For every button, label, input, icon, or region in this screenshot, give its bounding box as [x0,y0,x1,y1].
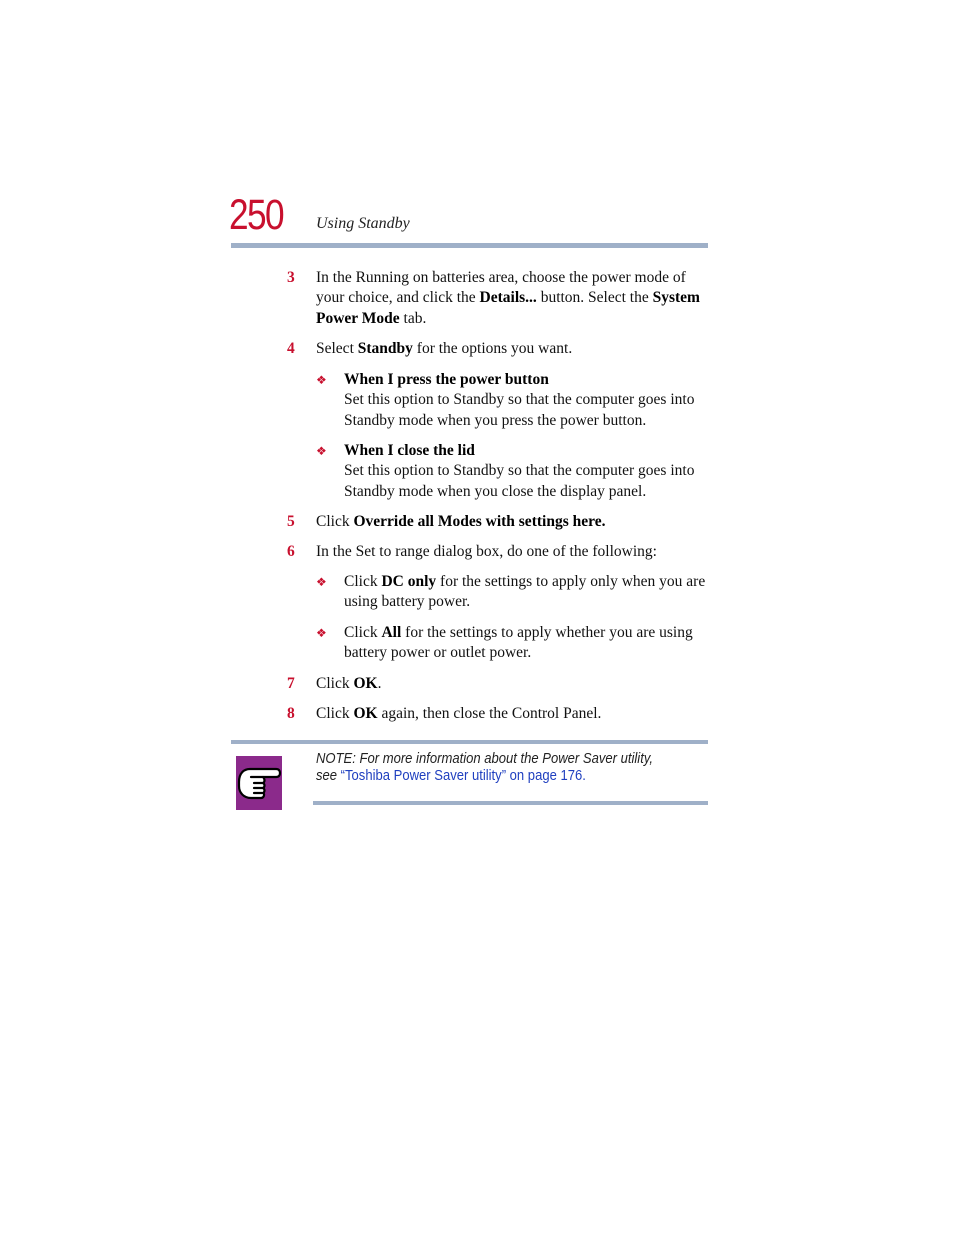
step-text: Click Override all Modes with settings here. [316,513,606,530]
step-number: 5 [287,513,295,530]
step-text: Click OK again, then close the Control Panel. [316,705,602,722]
note-page-link[interactable]: “Toshiba Power Saver utility” on page 176. [340,768,586,784]
bullet-text: Click DC only for the settings to apply only when you are using battery power. [344,573,706,611]
step-number: 4 [287,340,295,357]
step-text: Select Standby for the options you want. [316,340,573,357]
bullet-text: When I close the lid Set this option to Standby so that the computer goes into Standby mode when you close the display panel. [344,442,695,500]
diamond-bullet-icon: ❖ [316,373,327,387]
bullet-text: Click All for the settings to apply whether you are using battery power or outlet power. [344,624,693,662]
page-number: 250 [229,191,283,239]
step-text: Click OK. [316,675,382,692]
pointing-hand-icon [236,756,282,810]
diamond-bullet-icon: ❖ [316,575,327,589]
step-number: 6 [287,543,295,560]
note-see: see [316,768,341,784]
diamond-bullet-icon: ❖ [316,444,327,458]
note-top-rule [231,740,708,744]
step-text: In the Running on batteries area, choose the power mode of your choice, and click the Details... button. Select the System Power Mode tab. [316,269,700,327]
note-line-1: NOTE: For more information about the Power Saver utility, [316,751,654,767]
note-text [316,751,672,785]
header-rule [231,243,708,248]
note-bottom-rule [313,801,708,805]
bullet-text: When I press the power button Set this option to Standby so that the computer goes into Standby mode when you press the power button. [344,371,695,429]
step-number: 8 [287,705,295,722]
step-number: 3 [287,269,295,286]
diamond-bullet-icon: ❖ [316,626,327,640]
step-number: 7 [287,675,295,692]
running-head: Using Standby [316,215,410,232]
step-text: In the Set to range dialog box, do one of the following: [316,543,657,560]
